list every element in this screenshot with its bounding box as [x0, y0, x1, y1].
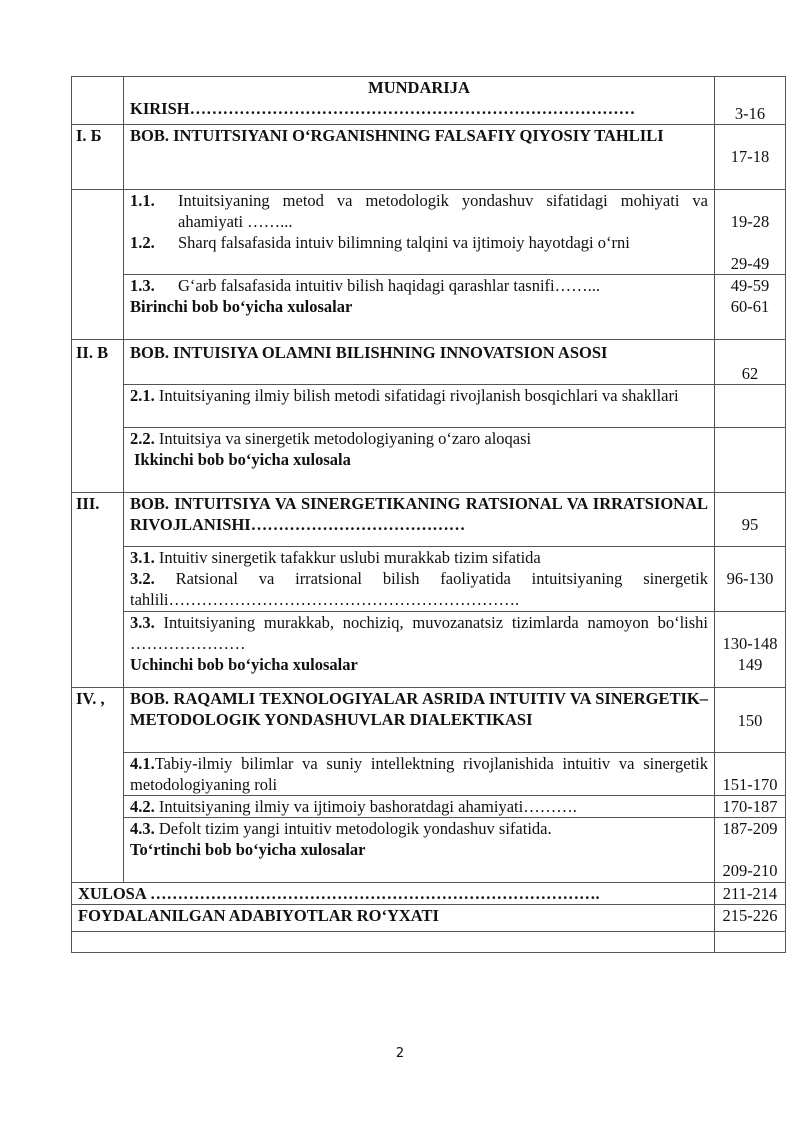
references-entry: FOYDALANILGAN ADABIYOTLAR RO‘YXATI — [72, 905, 715, 932]
chapter-conclusion: To‘rtinchi bob bo‘yicha xulosalar — [130, 840, 366, 859]
chapter-number: I. Б — [72, 125, 124, 190]
table-row — [72, 883, 786, 905]
table-row — [72, 493, 786, 547]
list-item: Defolt tizim yangi intuitiv metodologik yondashuv sifatida. — [158, 819, 552, 838]
list-item: 1.2. Sharq falsafasida intuiv bilimning talqini va ijtimoiy hayotdagi o‘rni — [130, 233, 630, 252]
list-item: Intuitsiyaning murakkab, nochiziq, muvozanatsiz tizimlarda namoyon bo‘lishi ………………… — [130, 613, 708, 653]
chapter-title: BOB. RAQAMLI TEXNOLOGIYALAR ASRIDA INTUITIV VA SINERGETIK–METODOLOGIK YONDASHUVLAR DIALEKTIKASI — [124, 688, 715, 753]
chapter-pages: 17-18 — [730, 147, 770, 166]
chapter-title: BOB. INTUITSIYA VA SINERGETIKANING RATSIONAL VA IRRATSIONAL RIVOJLANISHI………………………………… — [124, 493, 715, 547]
chapter-pages: 150 — [737, 710, 763, 730]
table-row: 2.2. Intuitsiya va sinergetik metodologiyaning o‘zaro aloqasi Ikkinchi bob bo‘yicha xulosala — [72, 428, 786, 493]
chapter-number: III. — [72, 493, 124, 688]
list-item: Intuitsiya va sinergetik metodologiyaning o‘zaro aloqasi — [158, 429, 532, 448]
section-pages: 130-148 — [722, 634, 778, 653]
table-row: 3.3. Intuitsiyaning murakkab, nochiziq, muvozanatsiz tizimlarda namoyon bo‘lishi ………………… Uchinchi bob bo‘yicha xulosalar 130-148 149 — [72, 612, 786, 688]
conclusion-pages: 209-210 — [722, 861, 778, 880]
table-row — [72, 688, 786, 753]
conclusion-pages: 149 — [737, 655, 763, 674]
chapter-number: II. B — [72, 340, 124, 493]
table-row — [72, 932, 786, 953]
table-row: 4.2. Intuitsiyaning ilmiy va ijtimoiy bashoratdagi ahamiyati………. 170-187 — [72, 796, 786, 818]
table-row — [72, 905, 786, 932]
chapter-pages: 62 — [741, 364, 759, 383]
list-item: Intuitsiyaning ilmiy bilish metodi sifatidagi rivojlanish bosqichlari va shakllari — [158, 386, 679, 405]
intro-entry: KIRISH……………………………………………………………………… — [130, 99, 636, 118]
list-item: 1.1. Intuitsiyaning metod va metodologik yondashuv sifatidagi mohiyati va ahamiyati ……... — [130, 191, 708, 231]
table-row: 4.1.Tabiy-ilmiy bilimlar va suniy intellektning rivojlanishida intuitiv va sinergetik metodologiyaning roli 151-170 — [72, 753, 786, 796]
list-item: 1.3. G‘arb falsafasida intuitiv bilish haqidagi qarashlar tasnifi……... — [130, 276, 601, 295]
chapter-title: BOB. INTUITSIYANI O‘RGANISHNING FALSAFIY QIYOSIY TAHLILI — [124, 125, 715, 190]
table-row — [72, 77, 786, 125]
section-pages: 187-209 — [722, 819, 778, 838]
list-item: Intuitsiyaning ilmiy va ijtimoiy bashoratdagi ahamiyati………. — [158, 797, 577, 816]
list-item: Intuitiv sinergetik tafakkur uslubi murakkab tizim sifatida — [158, 548, 541, 567]
list-item: Tabiy-ilmiy bilimlar va suniy intellektning rivojlanishida intuitiv va sinergetik metodologiyaning roli — [130, 754, 708, 794]
table-row: 4.3. Defolt tizim yangi intuitiv metodologik yondashuv sifatida. To‘rtinchi bob bo‘yicha xulosalar 187-209 209-210 — [72, 818, 786, 883]
table-row: 3.1. Intuitiv sinergetik tafakkur uslubi murakkab tizim sifatida 3.2. Ratsional va irratsional bilish faoliyatida intuitsiyaning sinergetik tahlili………………………………………………………. 96-130 — [72, 547, 786, 612]
section-pages: 49-59 — [730, 276, 770, 295]
table-of-contents — [71, 76, 786, 953]
page-number: 2 — [395, 1046, 405, 1061]
table-row — [72, 275, 786, 340]
table-row — [72, 125, 786, 190]
chapter-conclusion: Birinchi bob bo‘yicha xulosalar — [130, 297, 353, 316]
list-item: Ratsional va irratsional bilish faoliyatida intuitsiyaning sinergetik tahlili………………………………………………………. — [130, 569, 709, 609]
section-pages: 170-187 — [722, 797, 778, 816]
section-pages: 151-170 — [722, 775, 778, 794]
chapter-conclusion: Uchinchi bob bo‘yicha xulosalar — [130, 655, 358, 674]
table-row: 2.1. Intuitsiyaning ilmiy bilish metodi sifatidagi rivojlanish bosqichlari va shakllari — [72, 385, 786, 428]
references-pages: 215-226 — [722, 906, 778, 925]
toc-title: MUNDARIJA — [368, 78, 470, 97]
chapter-title: BOB. INTUISIYA OLAMNI BILISHNING INNOVATSION ASOSI — [124, 340, 715, 385]
chapter-pages: 95 — [741, 515, 759, 534]
intro-pages: 3-16 — [734, 104, 766, 123]
conclusion-pages: 60-61 — [730, 297, 770, 316]
table-row — [72, 340, 786, 385]
section-pages: 96-130 — [726, 569, 774, 588]
conclusion-entry-pages: 211-214 — [722, 884, 778, 903]
section-pages: 29-49 — [730, 254, 770, 273]
chapter-conclusion: Ikkinchi bob bo‘yicha xulosala — [134, 450, 351, 469]
chapter-number: IV. , — [72, 688, 124, 883]
table-row — [72, 190, 786, 275]
section-pages: 19-28 — [730, 212, 770, 231]
conclusion-entry: XULOSA ………………………………………………………………………. — [72, 883, 715, 905]
